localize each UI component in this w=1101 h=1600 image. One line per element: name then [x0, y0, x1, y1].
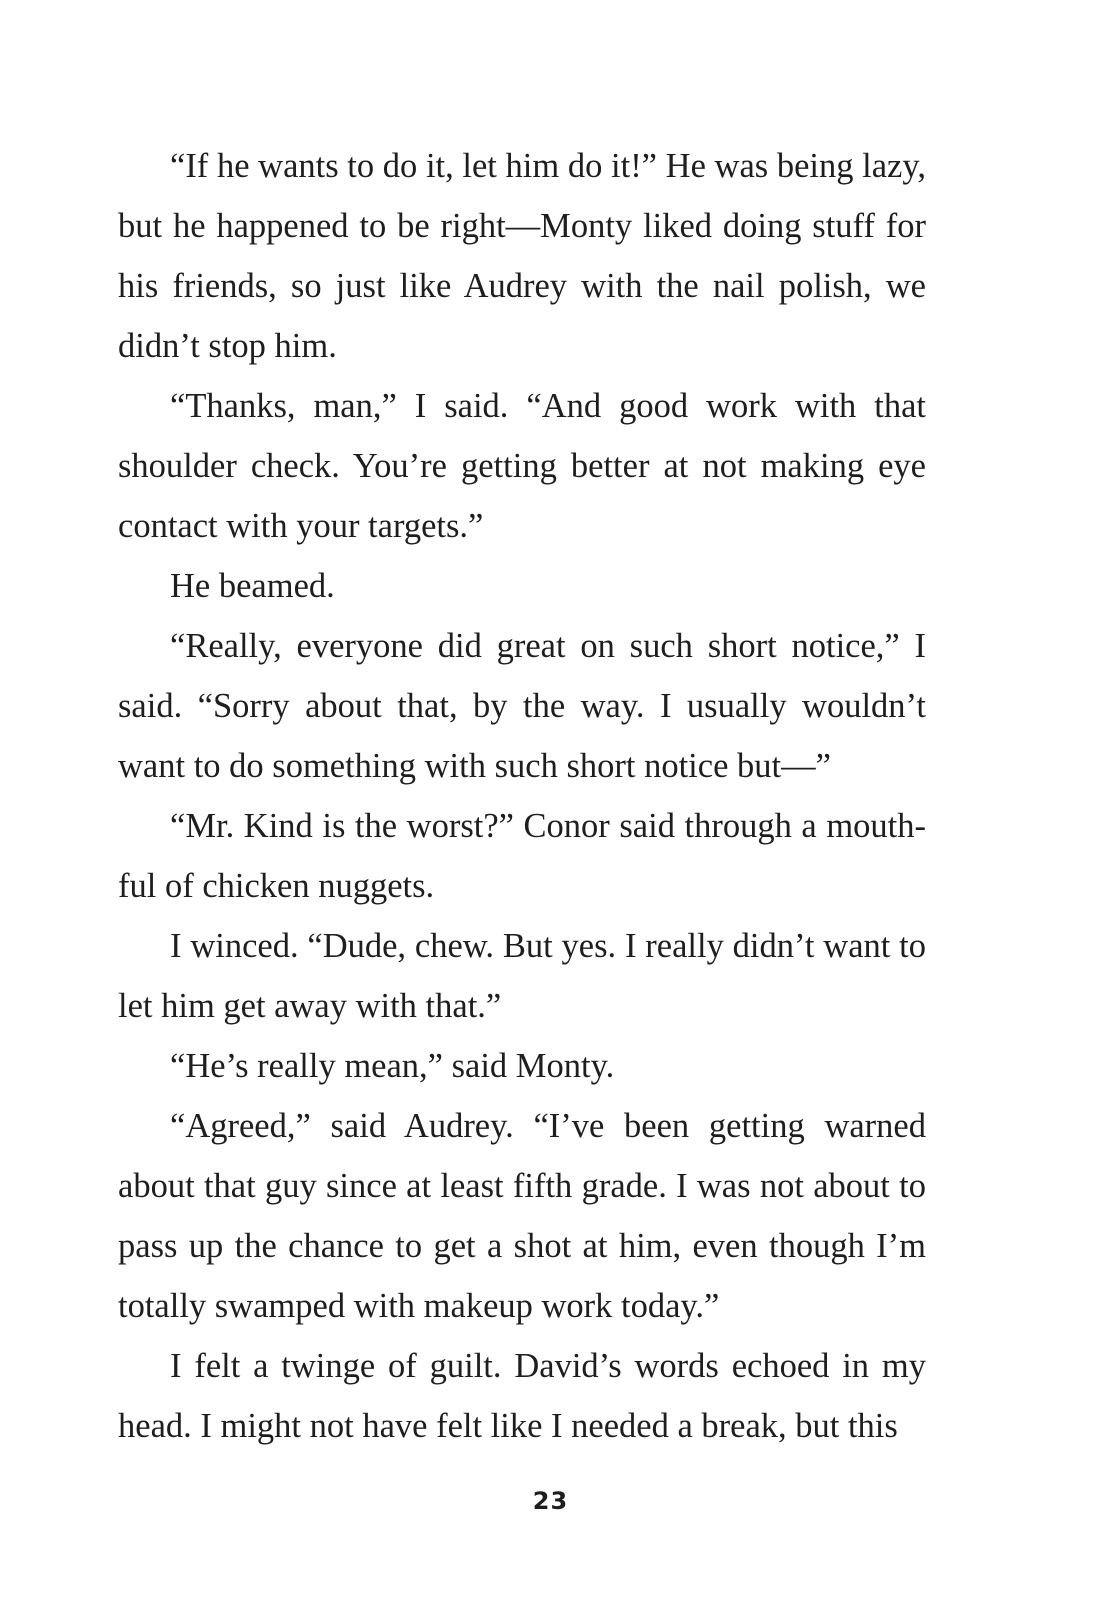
paragraph: “Thanks, man,” I said. “And good work with that shoulder check. You’re getting better at not making eye contact with your targets.”	[118, 387, 926, 545]
paragraph: “If he wants to do it, let him do it!” He was being lazy, but he happened to be right—Monty liked doing stuff for his friends, so just like Audrey with the nail polish, we didn’t stop him.	[118, 147, 926, 365]
paragraph: I winced. “Dude, chew. But yes. I really didn’t want to let him get away with that.”	[118, 927, 926, 1025]
paragraph: “Really, everyone did great on such short notice,” I said. “Sorry about that, by the way. I usually wouldn’t want to do something with such short notice but—”	[118, 627, 926, 785]
body-text	[118, 136, 926, 1456]
paragraph: “Agreed,” said Audrey. “I’ve been getting warned about that guy since at least fifth grade. I was not about to pass up the chance to get a shot at him, even though I’m totally swamped with makeup work today.”	[118, 1107, 926, 1325]
paragraph: I felt a twinge of guilt. David’s words echoed in my head. I might not have felt like I needed a break, but this	[118, 1347, 926, 1445]
paragraph: He beamed.	[170, 567, 335, 605]
paragraph: “Mr. Kind is the worst?” Conor said through a mouthful of chicken nuggets.	[118, 807, 926, 905]
paragraph: “He’s really mean,” said Monty.	[170, 1047, 615, 1085]
page-number: 23	[532, 1487, 569, 1515]
